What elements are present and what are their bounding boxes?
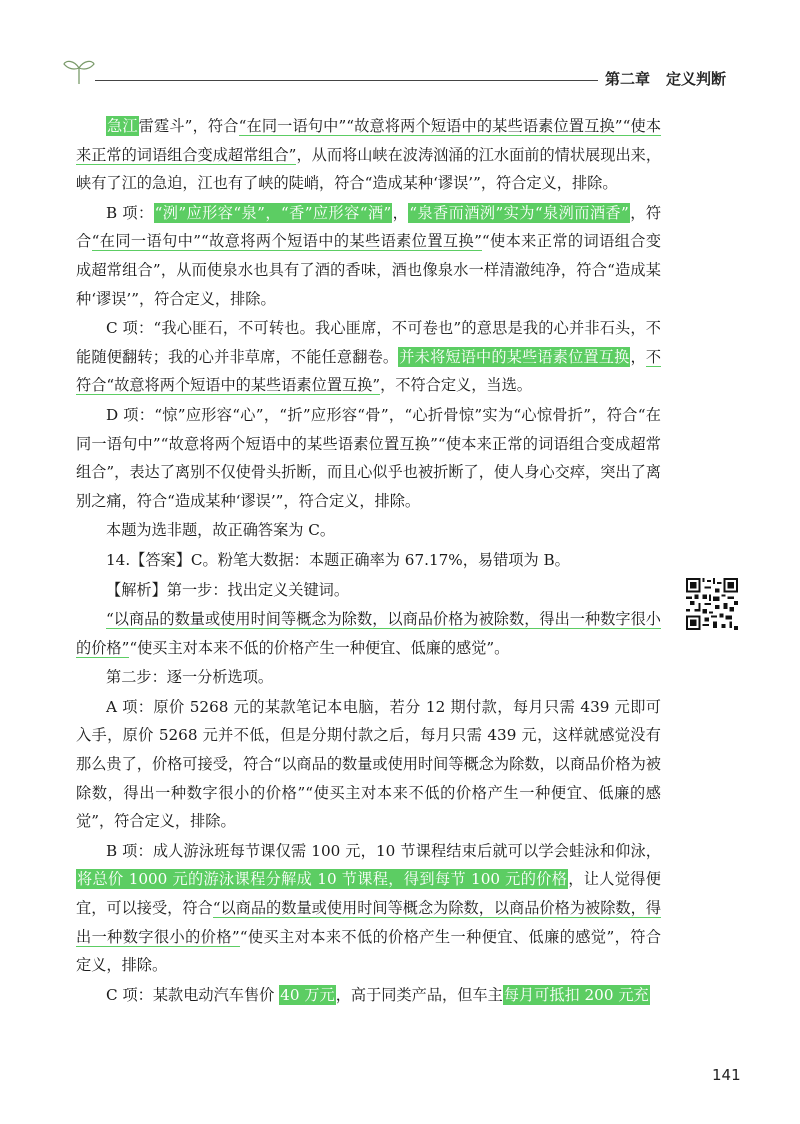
text-segment: C 项：“我心匪石，不可转也。我心匪席，不可卷也”的意思是我的心并非石头，不能随便翻转；我的心并非草席，不能任意翻卷。: [76, 319, 661, 366]
text-segment: 14.【答案】C。粉笔大数据：本题正确率为 67.17%，易错项为 B。: [106, 550, 570, 569]
page-number: 141: [712, 1066, 741, 1084]
paragraph: [76, 693, 661, 836]
underlined-text: 不符合“故意将两个短语中的某些语素位置互换”: [76, 347, 662, 395]
text-segment: ，不符合定义，当选。: [380, 376, 532, 395]
chapter-title: 定义判断: [666, 70, 727, 88]
text-segment: 本题为选非题，故正确答案为 C。: [106, 521, 336, 540]
text-segment: “使买主对本来不低的价格产生一种便宜、低廉的感觉”。: [129, 638, 510, 657]
text-segment: ，高于同类产品，但车主: [335, 985, 503, 1004]
text-segment: ，: [392, 203, 409, 222]
paragraph: [76, 314, 661, 400]
chapter-header: [605, 68, 726, 89]
chapter-number: 第二章: [605, 70, 651, 88]
text-segment: A 项：原价 5268 元的某款笔记本电脑，若分 12 期付款，每月只需 439 元即可入手，原价 5268 元并不低，但是分期付款之后，每月只需 439 元，这样就感觉没有那么贵了，价格可接受，符合“以商品的数量或使用时间等概念为除数，以商品价格为被除数，得出一种数字很小的价格”“使买主对本来不低的价格产生一种便宜、低廉的感觉”，符合定义，排除。: [76, 697, 661, 831]
text-segment: ，符合: [76, 203, 661, 251]
header-rule: [95, 80, 598, 81]
paragraph: [76, 112, 661, 198]
text-segment: “使本来正常的词语组合变成超常组合”，从而使泉水也具有了酒的香味，酒也像泉水一样清澈纯净，符合“造成某种‘谬误’”，符合定义，排除。: [76, 232, 662, 308]
paragraph: [76, 837, 661, 980]
underlined-text: “以商品的数量或使用时间等概念为除数，以商品价格为被除数，得出一种数字很小的价格”: [76, 899, 662, 946]
highlighted-text: 并未将短语中的某些语素位置互换: [399, 347, 630, 366]
underlined-text: “在同一语句中”“故意将两个短语中的某些语素位置互换”“使本来正常的词语组合变成超常组合”: [76, 117, 662, 164]
paragraph: [76, 516, 661, 545]
text-segment: 雷霆斗”，符合: [138, 117, 239, 135]
paragraph: [76, 605, 661, 662]
underlined-text: “在同一语句中”“故意将两个短语中的某些语素位置互换”: [91, 232, 482, 251]
text-segment: ，从而将山峡在波涛汹涌的江水面前的情状展现出来，峡有了江的急迫，江也有了峡的陡峭，符合“造成某种‘谬误’”，符合定义，排除。: [76, 145, 662, 193]
text-segment: B 项：: [106, 203, 154, 222]
highlighted-text: “洌”应形容“泉”，“香”应形容“酒”: [154, 203, 392, 222]
text-segment: 【解析】第一步：找出定义关键词。: [106, 580, 349, 599]
text-segment: B 项：成人游泳班每节课仅需 100 元，10 节课程结束后就可以学会蛙泳和仰泳，: [106, 841, 661, 860]
qr-code-icon[interactable]: [686, 578, 738, 630]
text-segment: D 项：“惊”应形容“心”，“折”应形容“骨”，“心折骨惊”实为“心惊骨折”，符合“在同一语句中”“故意将两个短语中的某些语素位置互换”“使本来正常的词语组合变成超常组合”，表达了离别不仅使骨头折断，而且心似乎也被折断了，使人身心交瘁，突出了离别之痛，符合“造成某种‘谬误’”，符合定义，排除。: [76, 405, 661, 510]
paragraph: [76, 546, 661, 575]
highlighted-text: 将总价 1000 元的游泳课程分解成 10 节课程，得到每节 100 元的价格: [77, 870, 568, 889]
paragraph: [76, 401, 661, 515]
page-body: [76, 112, 661, 1010]
sprout-icon: [62, 56, 96, 86]
paragraph: [76, 199, 661, 313]
paragraph: [76, 576, 661, 605]
text-segment: 第二步：逐一分析选项。: [106, 668, 274, 687]
paragraph: [76, 663, 661, 692]
text-segment: C 项：某款电动汽车售价: [106, 985, 280, 1004]
underlined-text: “以商品的数量或使用时间等概念为除数，以商品价格为被除数，得出一种数字很小的价格”: [76, 610, 661, 657]
text-segment: “使买主对本来不低的价格产生一种便宜、低廉的感觉”，符合定义，排除。: [76, 927, 662, 975]
highlighted-text: 每月可抵扣 200 元充: [503, 985, 649, 1004]
highlighted-text: 急江: [107, 117, 138, 135]
highlighted-text: 40 万元: [280, 985, 335, 1004]
text-segment: ，: [630, 347, 646, 366]
paragraph: [76, 981, 661, 1010]
text-segment: ，让人觉得便宜，可以接受，符合: [76, 870, 661, 918]
highlighted-text: “泉香而酒洌”实为“泉洌而酒香”: [409, 203, 629, 222]
